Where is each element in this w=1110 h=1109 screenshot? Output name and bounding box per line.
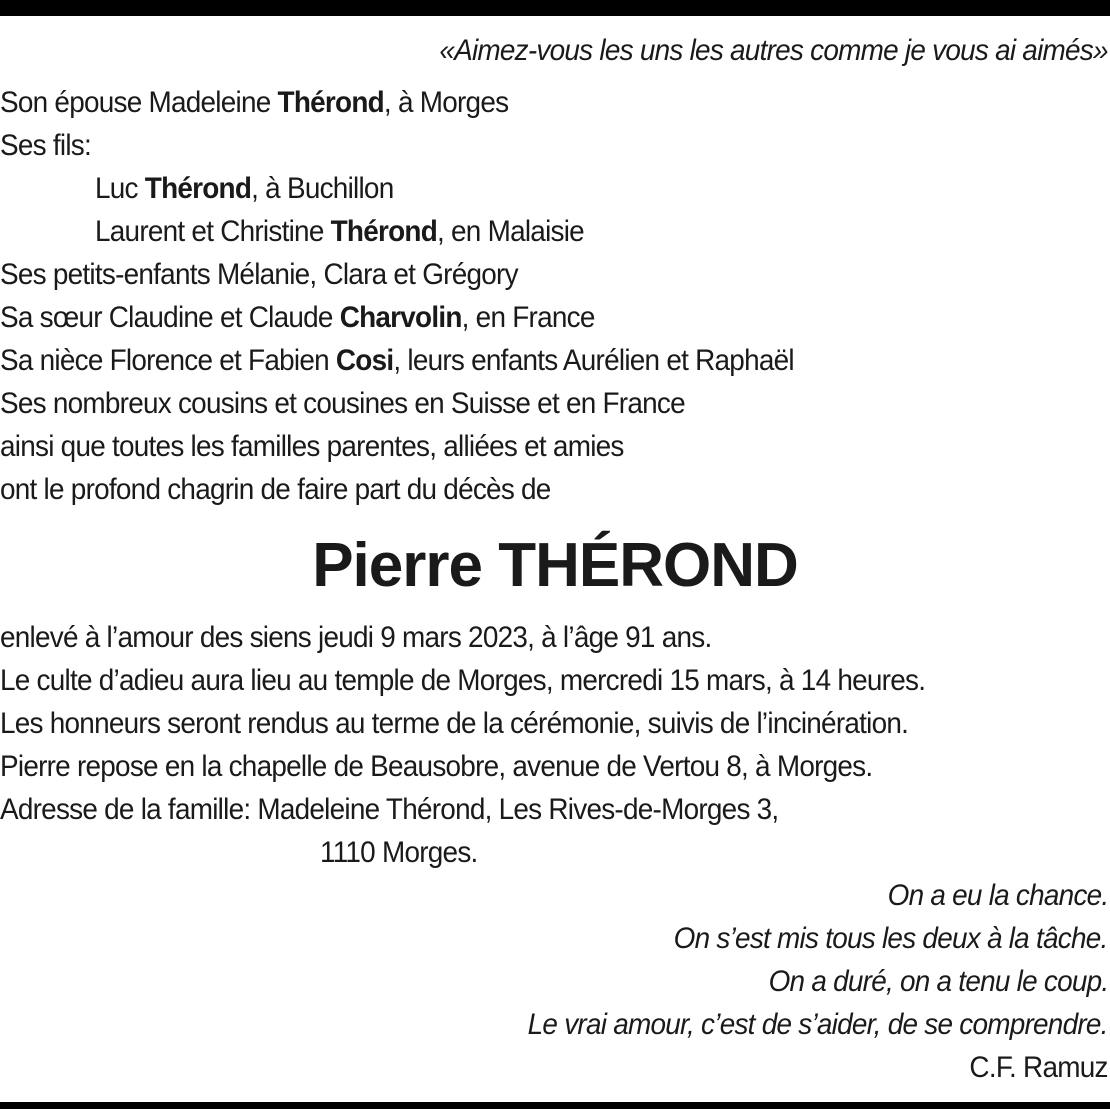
poem-line-3: On a duré, on a tenu le coup.	[768, 965, 1108, 998]
sister-line: Sa sœur Claudine et Claude Charvolin, en France	[0, 301, 595, 334]
bottom-border	[0, 1102, 1110, 1109]
deceased-name: Pierre THÉROND	[312, 531, 798, 600]
spouse-line: Son épouse Madeleine Thérond, à Morges	[0, 86, 509, 119]
son-line-1: Luc Thérond, à Buchillon	[95, 172, 394, 205]
niece-line: Sa nièce Florence et Fabien Cosi, leurs enfants Aurélien et Raphaël	[0, 344, 794, 377]
sons-label: Ses fils:	[0, 129, 91, 162]
surname: Charvolin	[339, 301, 462, 334]
poem-line-4: Le vrai amour, c’est de s’aider, de se comprendre.	[527, 1008, 1108, 1041]
surname: Thérond	[330, 215, 438, 248]
poem-line-2: On s’est mis tous les deux à la tâche.	[674, 922, 1108, 955]
family-address: Adresse de la famille: Madeleine Thérond, Les Rives-de-Morges 3,	[0, 793, 779, 826]
death-details-line: enlevé à l’amour des siens jeudi 9 mars 2023, à l’âge 91 ans.	[0, 621, 712, 654]
top-border	[0, 0, 1110, 16]
funeral-line: Le culte d’adieu aura lieu au temple de Morges, mercredi 15 mars, à 14 heures.	[0, 664, 926, 697]
honours-line: Les honneurs seront rendus au terme de la cérémonie, suivis de l’incinération.	[0, 707, 909, 740]
announcement-line: ont le profond chagrin de faire part du décès de	[0, 473, 551, 506]
cousins-line: Ses nombreux cousins et cousines en Suisse et en France	[0, 387, 685, 420]
poem-author: C.F. Ramuz	[969, 1051, 1108, 1084]
son-line-2: Laurent et Christine Thérond, en Malaisie	[95, 215, 584, 248]
surname: Cosi	[335, 344, 394, 377]
surname: Thérond	[277, 86, 384, 119]
poem-line-1: On a eu la chance.	[887, 879, 1108, 912]
surname: Thérond	[144, 172, 252, 205]
family-address-city: 1110 Morges.	[320, 836, 478, 869]
opening-quote: «Aimez-vous les uns les autres comme je vous ai aimés»	[439, 34, 1108, 67]
families-line: ainsi que toutes les familles parentes, alliées et amies	[0, 430, 624, 463]
grandchildren-line: Ses petits-enfants Mélanie, Clara et Grégory	[0, 258, 518, 291]
chapel-line: Pierre repose en la chapelle de Beausobre, avenue de Vertou 8, à Morges.	[0, 750, 873, 783]
